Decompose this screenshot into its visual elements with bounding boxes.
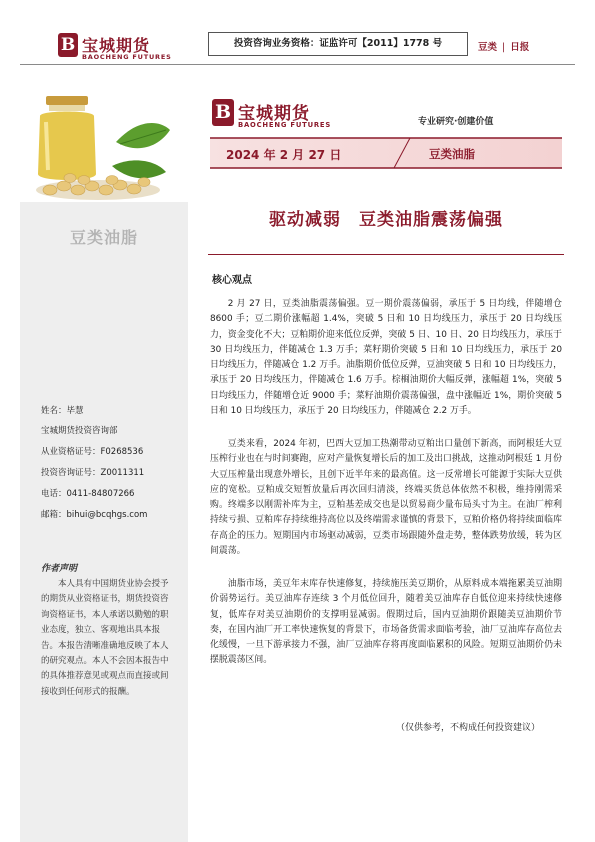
consulting-number: 投资咨询证号：Z0011311 xyxy=(41,468,145,478)
logo-mark-icon: B xyxy=(58,33,78,57)
license-box: 投资咨询业务资格：证监许可【2011】1778 号 xyxy=(208,32,468,56)
author-declaration-body: 本人具有中国期货业协会授予的期货从业资格证书，期货投资咨询资格证书，本人承诺以勤勉的职业态度，独立、客观地出具本报告。本报告清晰准确地反映了本人的研究观点。本人不会因本报告中的具体推荐意见或观点而直接或间接收到任何形式的报酬。 xyxy=(41,579,169,697)
email-address: 邮箱：bihui@bcqhgs.com xyxy=(41,510,148,520)
author-declaration-title: 作者声明 xyxy=(41,564,78,574)
disclaimer: （仅供参考，不构成任何投资建议） xyxy=(396,723,541,733)
brand-name-cn: 宝城期货 xyxy=(82,36,151,55)
qualification-number: 从业资格证号：F0268536 xyxy=(41,447,144,457)
brand-name-en: BAOCHENG FUTURES xyxy=(238,121,332,129)
sidebar-title: 豆类油脂 xyxy=(69,228,138,247)
report-frequency: 日报 xyxy=(510,42,530,53)
analyst-name: 姓名：毕慧 xyxy=(41,406,84,416)
section-title: 核心观点 xyxy=(212,275,252,286)
paragraph-2: 豆类来看，2024 年初，巴西大豆加工热潮带动豆粕出口量创下新高，而阿根廷大豆压榨行业也在与时间赛跑，应对产量恢复增长后的加工及出口挑战，这推动阿根廷 1 月份大豆压榨量出现意外增长，且创下近半年来的最高值。这一反常增长可能源于实际大豆供应的宽松。豆粕成交短暂放量后再次回归清淡，终端买货总体依然不积极，维持刚需采购。终端多以刚需补库为主，豆粕基差成交也是以贸易商少量布局头寸为主。在油厂榨利持续亏损、豆粕库存持续维持高位以及终端需求谨慎的背景下，豆粕价格仍将持续面临库存高企的压力。短期国内市场驱动减弱，豆类市场跟随外盘走势，整体跌势放缓，转为区间震荡。 xyxy=(210,439,562,557)
headline: 驱动减弱 豆类油脂震荡偏强 xyxy=(269,210,503,230)
report-date: 2024 年 2 月 27 日 xyxy=(226,148,342,162)
phone-number: 电话：0411-84807266 xyxy=(41,489,135,499)
logo-mark-icon: B xyxy=(212,99,234,126)
brand-name-cn: 宝城期货 xyxy=(238,104,310,124)
brand-logo-header xyxy=(58,33,178,65)
analyst-department: 宝城期货投资咨询部 xyxy=(41,426,118,436)
brand-name-en: BAOCHENG FUTURES xyxy=(82,53,172,61)
soybean-oil-product-image xyxy=(20,82,188,202)
report-category-band: 豆类油脂 xyxy=(429,147,475,161)
paragraph-1: 2 月 27 日，豆类油脂震荡偏强。豆一期价震荡偏弱，承压于 5 日均线，伴随增仓 8600 手；豆二期价涨幅超 1.4%，突破 5 日和 10 日均线压力，承压于 20 日均线压力，资金变化不大；豆粕期价迎来低位反弹，突破 5 日、10 日、20 日均线压力，承压于 30 日均线压力，伴随减仓 1.3 万手；菜籽期价突破 5 日和 10 日均线压力，承压于 20 日均线压力，伴随减仓 1.2 万手。油脂期价低位反弹，豆油突破 5 日和 10 日均线压力，承压于 20 日均线压力，伴随减仓 1.6 万手。棕榈油期价大幅反弹，涨幅超 1%，突破 5 日均线压力，伴随增仓近 9000 手；菜籽油期价震荡偏强，盘中涨幅近 1%，期价突破 5 日和 10 日均线压力，承压于 20 日均线压力，伴随减仓 2.2 万手。 xyxy=(210,299,562,417)
report-type xyxy=(478,39,529,53)
paragraph-3: 油脂市场，美豆年末库存快速修复，持续施压美豆期价，从原料成本端拖累美豆油期价弱势运行。美豆油库存连续 3 个月低位回升，随着美豆油库存自低位迎来持续快速修复，低库存对美豆油期价的支撑明显减弱。假期过后，国内豆油期价跟随美豆油期价节奏，在国内油厂开工率快速恢复的背景下，市场备货需求面临考验，油厂豆油库存高位去化缓慢，一旦下游承接力不强，油厂豆油库存将再度面临累积的风险。短期豆油期价仍未摆脱震荡区间。 xyxy=(210,579,562,666)
headline-rule xyxy=(208,254,564,255)
separator: | xyxy=(502,42,506,53)
date-category-band xyxy=(210,136,562,170)
brand-logo-main xyxy=(212,99,332,133)
report-category: 豆类 xyxy=(478,42,498,53)
slogan: 专业研究·创建价值 xyxy=(418,117,494,127)
header-rule xyxy=(20,64,575,65)
